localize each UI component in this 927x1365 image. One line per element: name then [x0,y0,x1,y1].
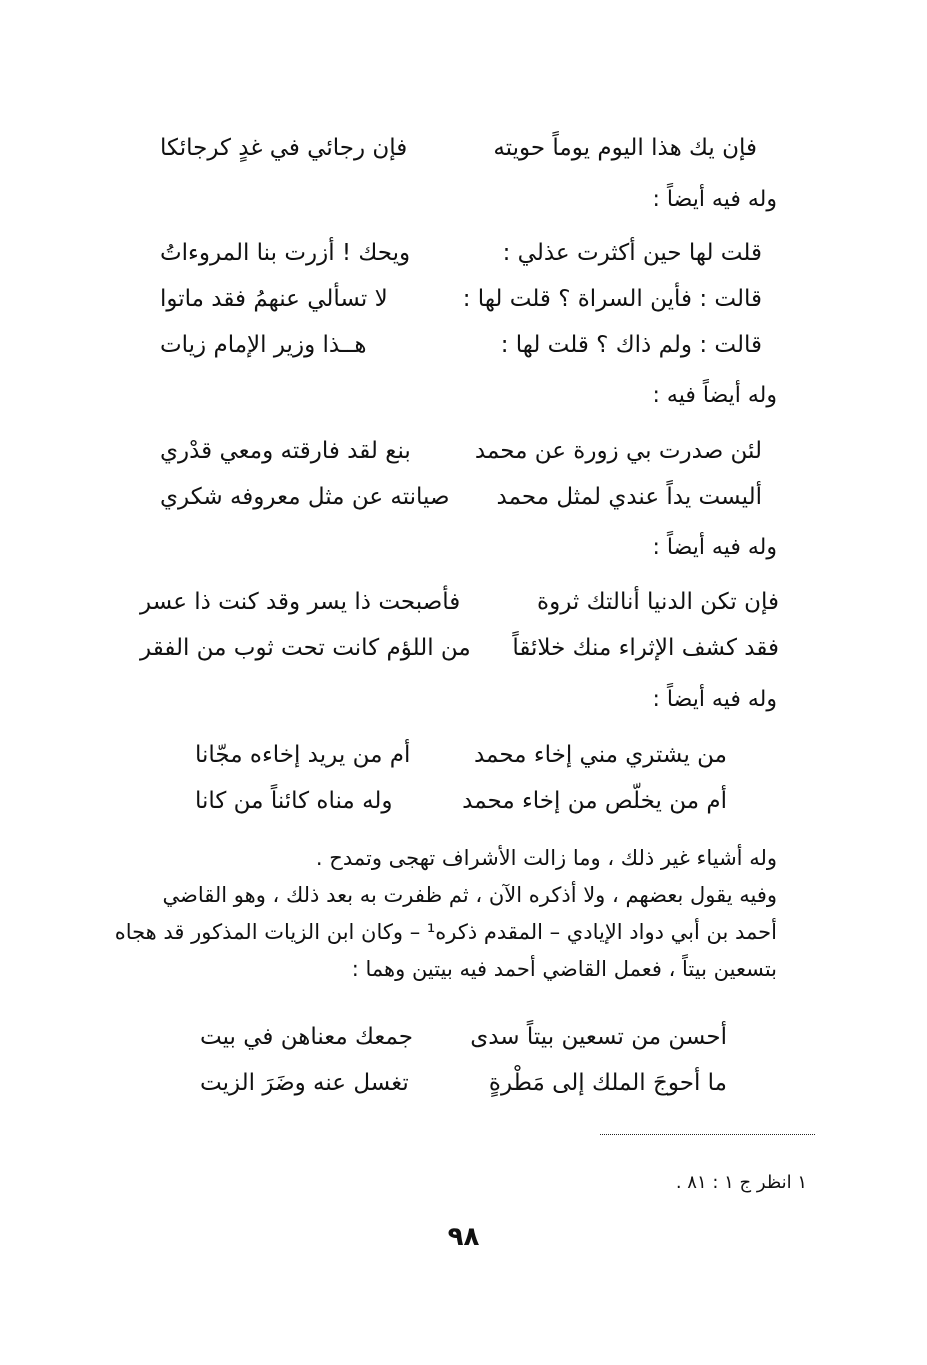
verse-second-hemistich: لا تسألي عنهمُ فقد ماتوا [160,286,388,312]
verse-line [150,325,777,365]
prose-paragraph [110,840,777,988]
verse-line [150,279,777,319]
verse-second-hemistich: صيانته عن مثل معروفه شكري [160,484,450,510]
verse-second-hemistich: فإن رجائي في غدٍ كرجائكا [160,135,408,161]
section-intro: وله فيه أيضاً : [652,687,777,712]
verse-line [200,1063,727,1103]
prose-line: أحمد بن أبي دواد الإيادي – المقدم ذكره¹ – وكان ابن الزيات المذكور قد هجاه [114,920,777,944]
verse-line [200,1017,727,1057]
prose-line: بتسعين بيتاً ، فعمل القاضي أحمد فيه بيتين وهما : [351,957,777,981]
page-number: ٩٨ [447,1222,480,1252]
verse-second-hemistich: ويحك ! أزرت بنا المروءاتُ [160,240,411,266]
section-intro: وله أيضاً فيه : [652,383,777,408]
footnote: ١ انظر ج ١ : ٨١ . [675,1172,807,1193]
verse-line [150,431,777,471]
verse-first-hemistich: فقد كشف الإثراء منك خلائقاً [512,635,779,661]
verse-first-hemistich: أليست يداً عندي لمثل محمد [496,484,762,510]
verse-first-hemistich: قالت : ولم ذاك ؟ قلت لها : [500,332,762,358]
verse-line [140,628,779,668]
verse-line [150,128,777,168]
verse-line [140,582,779,622]
verse-first-hemistich: قلت لها حين أكثرت عذلي : [502,240,762,266]
verse-first-hemistich: لئن صدرت بي زورة عن محمد [474,438,762,464]
verse-line [195,781,727,821]
section-intro: وله فيه أيضاً : [652,535,777,560]
verse-line [150,477,777,517]
verse-first-hemistich: قالت : فأين السراة ؟ قلت لها : [462,286,762,312]
verse-second-hemistich: بنع لقد فارقته ومعي قدْري [160,438,411,464]
prose-line: وله أشياء غير ذلك ، وما زالت الأشراف تهجى وتمدح . [315,846,777,870]
verse-line [195,735,727,775]
section-intro: وله فيه أيضاً : [652,187,777,212]
verse-first-hemistich: أحسن من تسعين بيتاً سدى [470,1024,727,1050]
verse-first-hemistich: فإن يك هذا اليوم يوماً حويته [493,135,757,161]
footnote-divider [600,1134,815,1135]
verse-second-hemistich: جمعك معناهن في بيت [200,1024,414,1050]
verse-second-hemistich: هــذا وزير الإمام زيات [160,332,367,358]
verse-first-hemistich: ما أحوجَ الملك إلى مَطْرةٍ [488,1070,727,1096]
verse-first-hemistich: من يشتري مني إخاء محمد [473,742,727,768]
verse-second-hemistich: تغسل عنه وضَرَ الزيت [200,1070,409,1096]
verse-second-hemistich: من اللؤم كانت تحت ثوب من الفقر [140,635,471,661]
verse-second-hemistich: فأصبحت ذا يسر وقد كنت ذا عسر [140,589,461,615]
verse-first-hemistich: فإن تكن الدنيا أنالتك ثروة [537,589,779,615]
verse-second-hemistich: أم من يريد إخاءه مجّانا [195,742,411,768]
verse-line [150,233,777,273]
prose-line: وفيه يقول بعضهم ، ولا أذكره الآن ، ثم ظفرت به بعد ذلك ، وهو القاضي [162,883,777,907]
verse-second-hemistich: وله مناه كائناً من كانا [195,788,393,814]
verse-first-hemistich: أم من يخلّص من إخاء محمد [462,788,727,814]
